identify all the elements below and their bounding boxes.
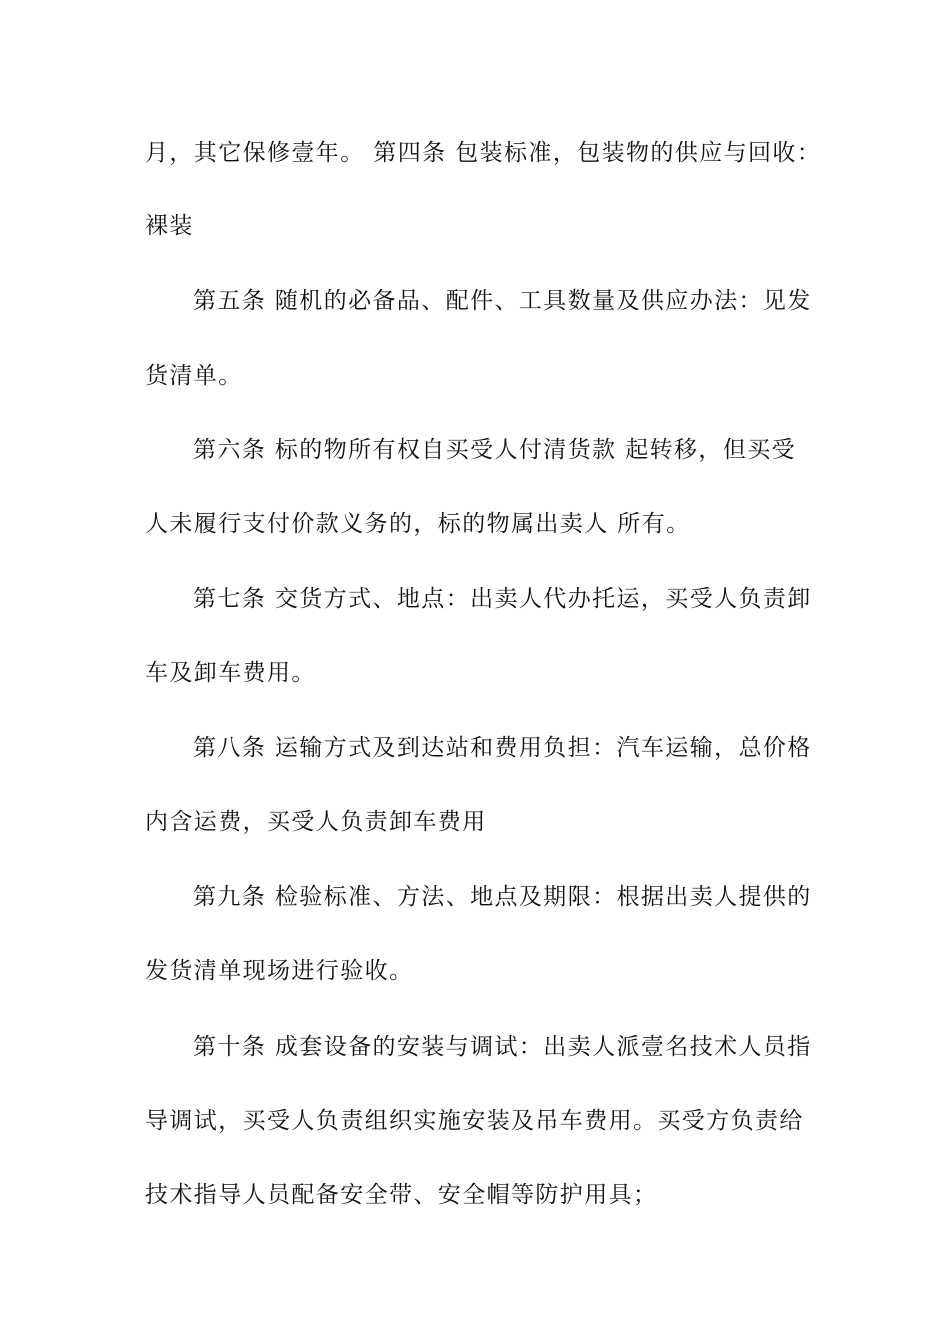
clause-7-line-1: 第七条 交货方式、地点：出卖人代办托运，买受人负责卸 — [193, 586, 812, 612]
clause-5-line-2: 货清单。 — [145, 363, 243, 389]
clause-10-line-1: 第十条 成套设备的安装与调试：出卖人派壹名技术人员指 — [193, 1034, 812, 1060]
clause-5-line-1: 第五条 随机的必备品、配件、工具数量及供应办法：见发 — [193, 288, 812, 314]
clause-9-line-1: 第九条 检验标准、方法、地点及期限：根据出卖人提供的 — [193, 884, 812, 910]
text-line-2: 裸装 — [145, 213, 194, 239]
clause-6-line-2: 人未履行支付价款义务的，标的物属出卖人 所有。 — [145, 511, 691, 537]
clause-10-line-3: 技术指导人员配备安全带、安全帽等防护用具； — [145, 1182, 658, 1208]
clause-8-line-1: 第八条 运输方式及到达站和费用负担：汽车运输，总价格 — [193, 735, 812, 761]
clause-6-line-1: 第六条 标的物所有权自买受人付清货款 起转移，但买受 — [193, 437, 797, 463]
text-line-1: 月，其它保修壹年。 第四条 包装标准，包装物的供应与回收： — [145, 140, 822, 166]
clause-9-line-2: 发货清单现场进行验收。 — [145, 958, 414, 984]
clause-8-line-2: 内含运费，买受人负责卸车费用 — [145, 809, 487, 835]
clause-10-line-2: 导调试，买受人负责组织实施安装及吊车费用。买受方负责给 — [145, 1108, 804, 1134]
clause-7-line-2: 车及卸车费用。 — [145, 660, 316, 686]
